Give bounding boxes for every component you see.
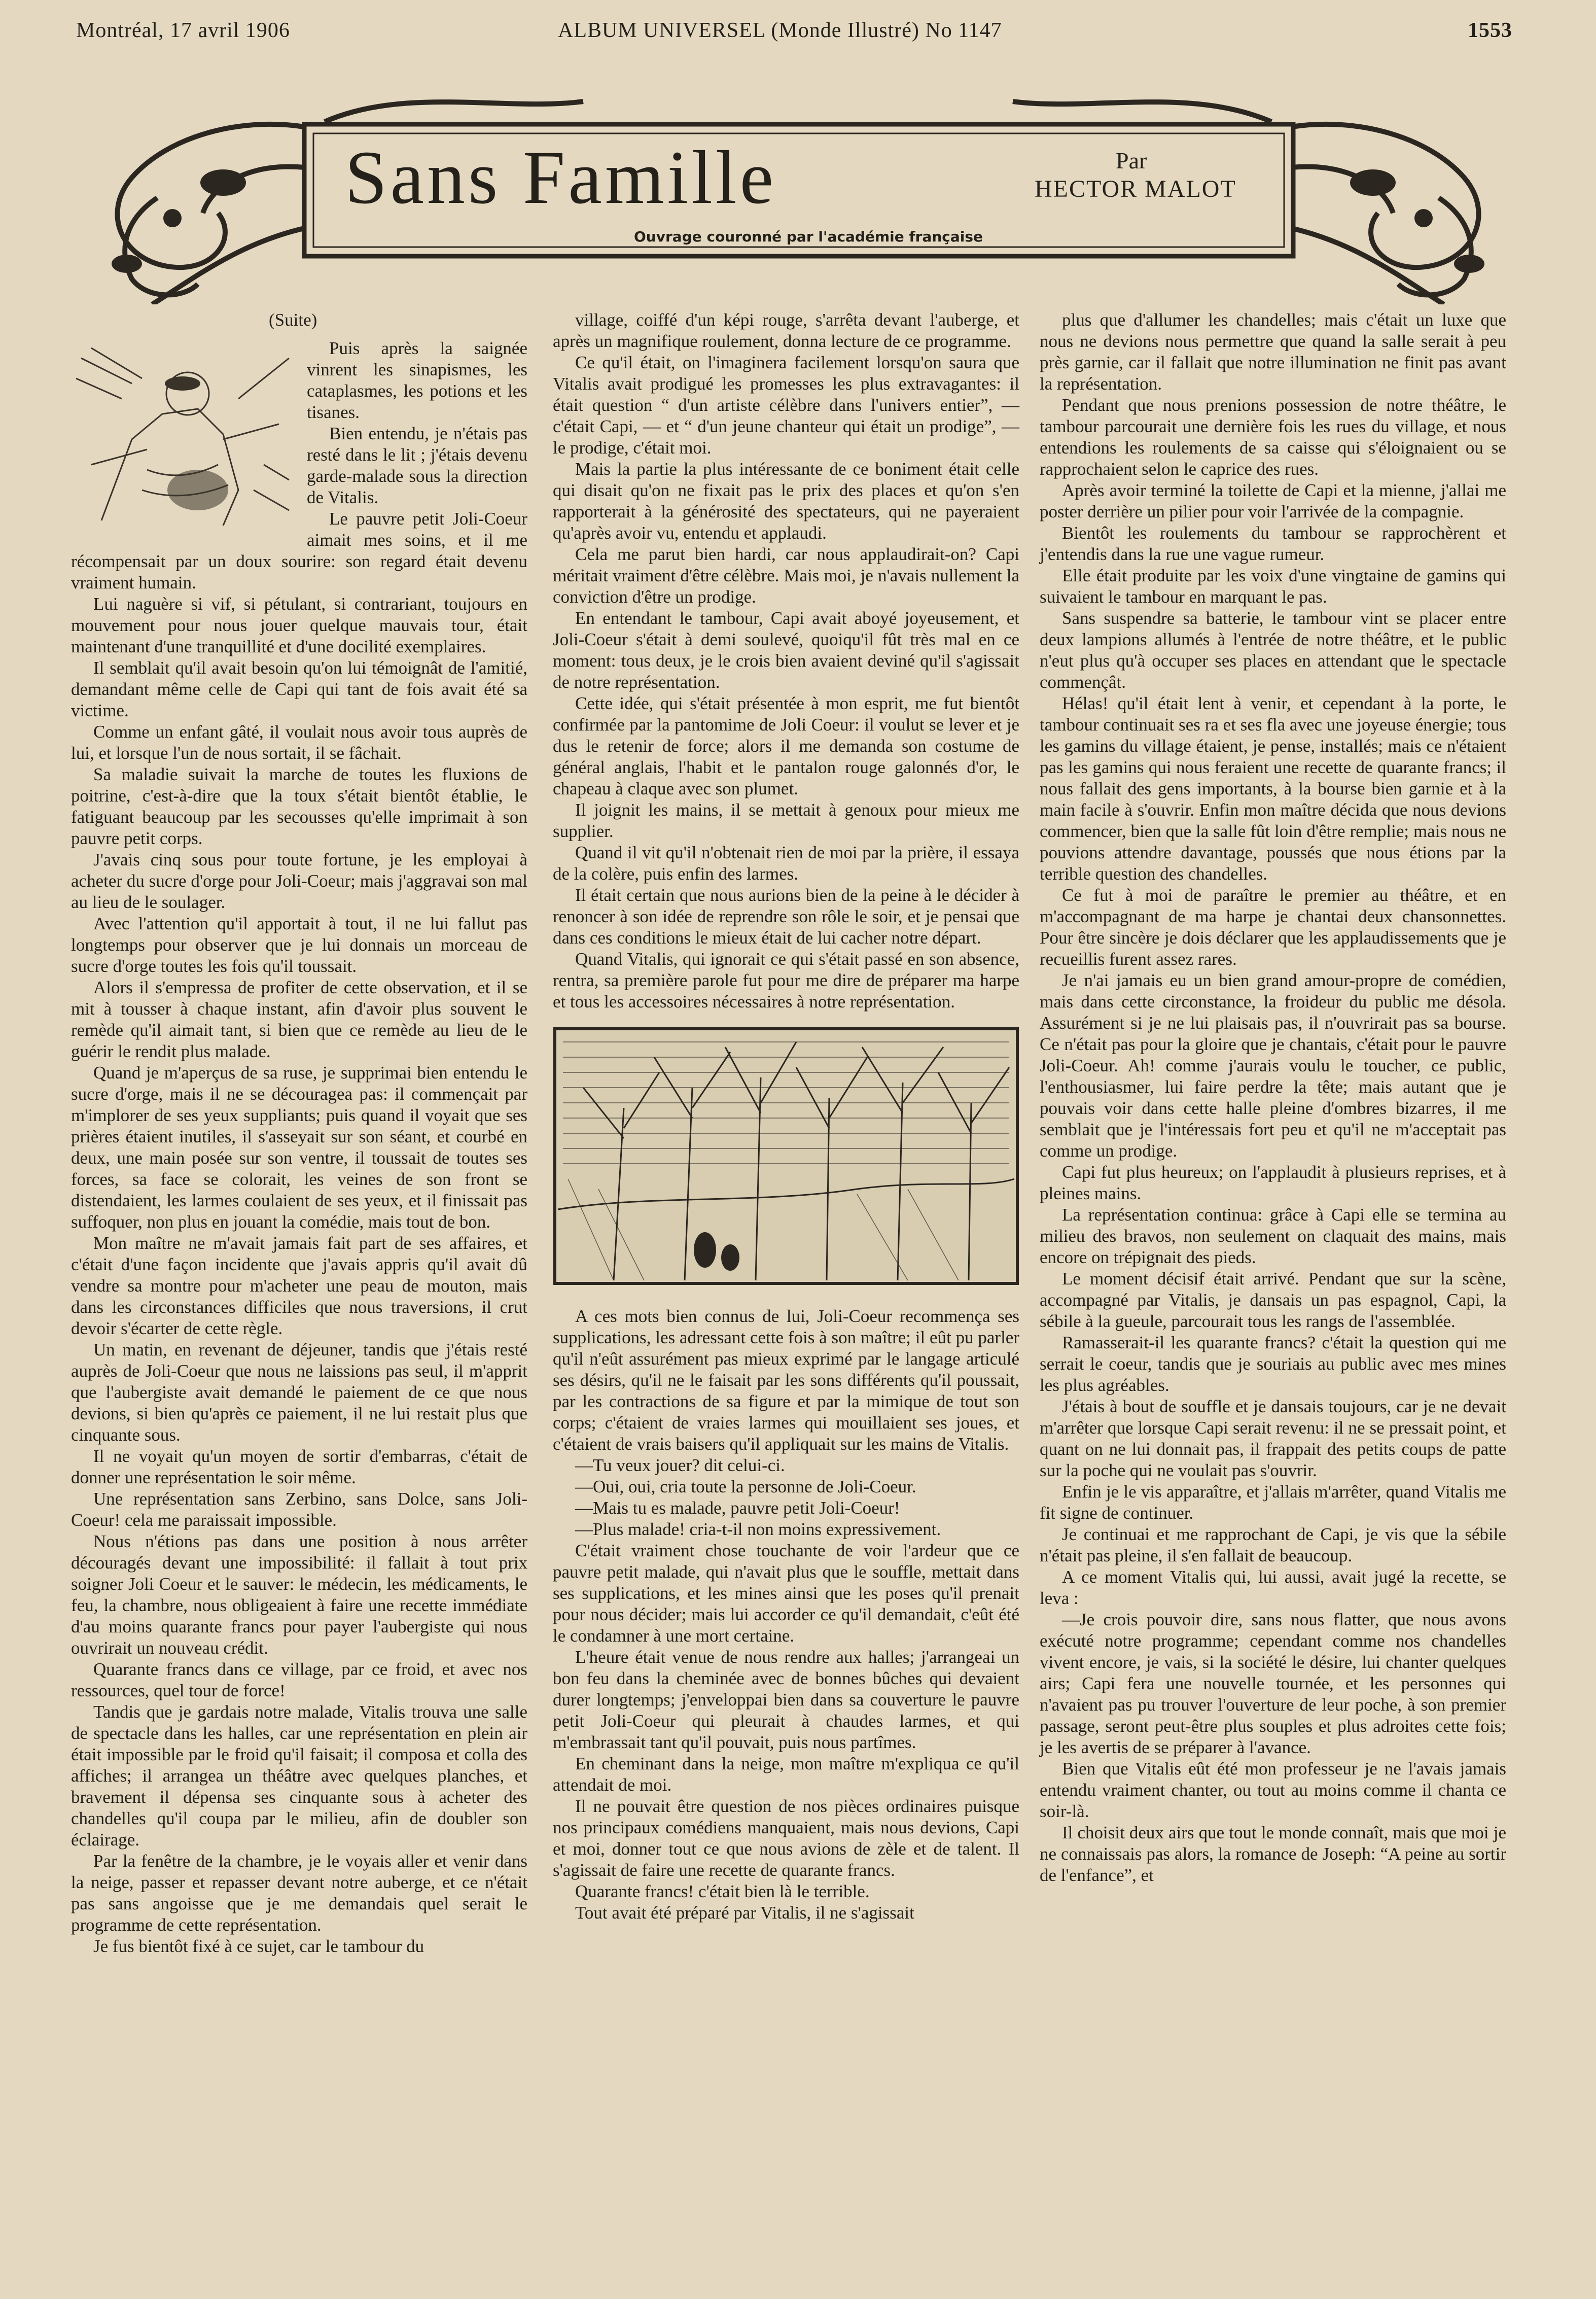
paragraph: Je n'ai jamais eu un bien grand amour-propre de comédien, mais dans cette circonstance, la froideur du public me désola. Assurément si je ne lui plaisais pas, il n'ouvrirait pas sa bourse. Ce n'était pas pour la gloire que je chantais, c'était pour le pauvre Joli-Coeur. Ah! comme j'aurais voulu le toucher, ce public, l'enthousiasmer, lui faire perdre la tête; mais autant que je pouvais voir dans cette halle pleine d'ombres bizarres, il me semblait que je l'intéressais fort peu et qu'il ne m'acceptait pas comme un prodige. [1040, 970, 1506, 1161]
paragraph: En entendant le tambour, Capi avait aboyé joyeusement, et Joli-Coeur s'était à demi soulevé, quoiqu'il fût très mal en ce moment: tous deux, je le crois bien avaient deviné qu'il s'agissait de notre représentation. [553, 608, 1019, 692]
author-name: HECTOR MALOT [1035, 176, 1236, 202]
paragraph: Il ne pouvait être question de nos pièces ordinaires puisque nos principaux comédiens manquaient, mais nous devions, Capi et moi, donner tout ce que nous avions de zèle et de talent. Il s'agissait de faire une recette de quarante francs. [553, 1796, 1019, 1880]
paragraph: A ce moment Vitalis qui, lui aussi, avait jugé la recette, se leva : [1040, 1567, 1506, 1608]
sketch-illustration [71, 338, 294, 531]
paragraph: Sa maladie suivait la marche de toutes les fluxions de poitrine, c'est-à-dire que la toux s'était bientôt établie, le fatiguant beaucoup par les secousses qu'elle imprimait à son pauvre petit corps. [71, 764, 527, 848]
paragraph: Pendant que nous prenions possession de notre théâtre, le tambour parcourait une dernière fois les rues du village, et nous entendions les roulements de sa caisse qui s'éloignaient ou se rapprochaient selon le caprice des rues. [1040, 395, 1506, 479]
paragraph: Il ne voyait qu'un moyen de sortir d'embarras, c'était de donner une représentation le soir même. [71, 1446, 527, 1487]
paragraph: village, coiffé d'un képi rouge, s'arrêta devant l'auberge, et après un magnifique roulement, donna lecture de ce programme. [553, 310, 1019, 351]
paragraph: Sans suspendre sa batterie, le tambour vint se placer entre deux lampions allumés à l'entrée de notre théâtre, et le public n'eut plus qu'à occuper ses places en attendant que le spectacle commençât. [1040, 608, 1506, 692]
paragraph: —Mais tu es malade, pauvre petit Joli-Coeur! [575, 1498, 900, 1518]
paragraph: —Je crois pouvoir dire, sans nous flatter, que nous avons exécuté notre programme; cependant comme nos chandelles vivent encore, je vais, si la société le désire, lui chanter quelques airs; Capi fera une nouvelle tournée, et les personnes qui n'avaient pas pu trouver l'ouverture de leur poche, à son premier passage, seront peut-être plus souples et plus adroites cette fois; je les avertis de se préparer à l'avance. [1040, 1610, 1506, 1757]
paragraph: Le pauvre petit Joli-Coeur aimait mes soins, et il me récompensait par un doux sourire: son regard était devenu vraiment humain. [71, 509, 527, 593]
paragraph: plus que d'allumer les chandelles; mais c'était un luxe que nous ne devions nous permettre que quand la salle serait à peu près garnie, car il fallait que notre illumination ne finit pas avant la représentation. [1040, 310, 1506, 394]
paragraph: Quand Vitalis, qui ignorait ce qui s'était passé en son absence, rentra, sa première parole fut pour me dire de préparer ma harpe et tous les accessoires nécessaires à notre représentation. [553, 949, 1019, 1012]
column-1-text [71, 338, 527, 1957]
byline-par: Par [1116, 148, 1147, 173]
column-2 [553, 309, 1019, 1924]
continued-label: (Suite) [269, 310, 317, 330]
column-3-text [1040, 309, 1506, 1886]
paragraph: —Tu veux jouer? dit celui-ci. [575, 1455, 785, 1475]
paragraph: Ce fut à moi de paraître le premier au théâtre, et en m'accompagnant de ma harpe je chantai deux chansonnettes. Pour être sincère je dois déclarer que les applaudissements que je recueillis furent assez rares. [1040, 885, 1506, 969]
paragraph: Le moment décisif était arrivé. Pendant que sur la scène, accompagné par Vitalis, je dansais un pas espagnol, Capi, la sébile à la gueule, parcourait tous les rangs de l'assemblée. [1040, 1269, 1506, 1331]
paragraph: Enfin je le vis apparaître, et j'allais m'arrêter, quand Vitalis me fit signe de continuer. [1040, 1482, 1506, 1523]
paragraph: Je continuai et me rapprochant de Capi, je vis que la sébile n'était pas pleine, il s'en fallait de beaucoup. [1040, 1524, 1506, 1565]
paragraph: Il était certain que nous aurions bien de la peine à le décider à renoncer à son idée de reprendre son rôle le soir, et je pensai que dans ces conditions le mieux était de lui cacher notre départ. [553, 885, 1019, 948]
page-number: 1553 [1468, 19, 1512, 42]
paragraph: Bien que Vitalis eût été mon professeur je ne l'avais jamais entendu vraiment chanter, ou tout au moins comme il chanta ce soir-là. [1040, 1759, 1506, 1821]
paragraph: Mon maître ne m'avait jamais fait part de ses affaires, et c'était d'une façon incidente que j'avais appris qu'il avait dû vendre sa montre pour m'acheter une peau de mouton, mais dans les circonstances difficiles que nous traversions, il crut devoir s'écarter de cette règle. [71, 1233, 527, 1338]
forest-engraving-illustration [553, 1027, 1019, 1285]
paragraph: Hélas! qu'il était lent à venir, et cependant à la porte, le tambour continuait ses ra et ses fla avec une joyeuse énergie; tous les gamins du village étaient, je pense, installés; mais ce n'étaient pas les gamins qui nous feraient une recette de quarante francs; il nous fallait des gens importants, à la bourse bien garnie et à la main facile à s'ouvrir. Enfin mon maître décida que nous devions commencer, bien que la salle fût loin d'être remplie; mais nous ne pouvions attendre davantage, poussés que nous étions par la terrible question des chandelles. [1040, 693, 1506, 884]
paragraph: Bientôt les roulements du tambour se rapprochèrent et j'entendis dans la rue une vague rumeur. [1040, 523, 1506, 564]
paragraph: Cette idée, qui s'était présentée à mon esprit, me fut bientôt confirmée par la pantomime de Joli Coeur: il voulut se lever et je dus le retenir de force; alors il me demanda son costume de général anglais, l'habit et le pantalon rouge galonnés d'or, le chapeau à claque avec son plumet. [553, 693, 1019, 798]
column-2-text-bottom [553, 1306, 1019, 1924]
paragraph: En cheminant dans la neige, mon maître m'expliqua ce qu'il attendait de moi. [553, 1754, 1019, 1795]
paragraph: Il choisit deux airs que tout le monde connaît, mais que moi je ne connaissais pas alors, la romance de Joseph: “A peine au sortir de l'enfance”, et [1040, 1823, 1506, 1885]
paragraph: Ce qu'il était, on l'imaginera facilement lorsqu'on saura que Vitalis avait prodigué les promesses les plus extravagantes: il était question “ d'un artiste célèbre dans l'univers entier”, — c'était Capi, — et “ d'un jeune chanteur qui était un prodige”, — le prodige, c'était moi. [553, 353, 1019, 458]
paragraph: Quarante francs! c'était bien là le terrible. [575, 1882, 870, 1901]
paragraph: Quand il vit qu'il n'obtenait rien de moi par la prière, il essaya de la colère, puis enfin des larmes. [553, 843, 1019, 884]
paragraph: Bien entendu, je n'étais pas resté dans le lit ; j'étais devenu garde-malade sous la direction de Vitalis. [307, 424, 527, 507]
paragraph: Nous n'étions pas dans une position à nous arrêter découragés devant une impossibilité: il fallait à tout prix soigner Joli Coeur et le sauver: le médecin, les médicaments, le feu, la chambre, nous obligeaient à faire une recette immédiate d'au moins quarante francs pour payer l'aubergiste qui nous ouvrirait un nouveau crédit. [71, 1531, 527, 1658]
paragraph: Ramasserait-il les quarante francs? c'était la question qui me serrait le coeur, tandis que je souriais au public avec mes mines les plus agréables. [1040, 1333, 1506, 1395]
issue-date: Montréal, 17 avril 1906 [76, 19, 290, 42]
paragraph: A ces mots bien connus de lui, Joli-Coeur recommença ses supplications, les adressant cette fois à son maître; il eût pu parler qu'il n'eût assurément pas mieux exprimé par le langage articulé ses désirs, qu'il ne le faisait par les sons différents qu'il poussait, par les contractions de sa figure et par la mimique de tout son corps; c'étaient de vraies larmes qui mouillaient ses joues, et c'étaient de vrais baisers qu'il appliquait sur les mains de Vitalis. [553, 1306, 1019, 1454]
paragraph: Après avoir terminé la toilette de Capi et la mienne, j'allai me poster derrière un pilier pour voir l'arrivée de la compagnie. [1040, 480, 1506, 521]
column-3 [1040, 309, 1506, 1886]
award-subtitle: Ouvrage couronné par l'académie française [634, 228, 983, 245]
paragraph: Cela me parut bien hardi, car nous applaudirait-on? Capi méritait vraiment d'être célèbre. Mais moi, je n'avais nullement la conviction d'être un prodige. [553, 544, 1019, 607]
paragraph: J'avais cinq sous pour toute fortune, je les employai à acheter du sucre d'orge pour Joli-Coeur; mais j'aggravai son mal au lieu de le soulager. [71, 850, 527, 912]
paragraph: Quarante francs dans ce village, par ce froid, et avec nos ressources, quel tour de force! [71, 1659, 527, 1700]
column-1 [71, 309, 527, 1957]
paragraph: Une représentation sans Zerbino, sans Dolce, sans Joli-Coeur! cela me paraissait impossible. [71, 1489, 527, 1530]
paragraph: L'heure était venue de nous rendre aux halles; j'arrangeai un bon feu dans la cheminée avec de bonnes bûches qui devaient durer longtemps; j'enveloppai bien dans sa couverture le pauvre petit Joli-Coeur qui pleurait à chaudes larmes, et qui m'embrassait tant qu'il pouvait, puis nous partîmes. [553, 1647, 1019, 1752]
paragraph: Tandis que je gardais notre malade, Vitalis trouva une salle de spectacle dans les halles, car une représentation en plein air était impossible par le froid qu'il faisait; il composa et colla des affiches; il arrangea un théâtre avec quelques planches, et bravement il dépensa ses cinquante sous à acheter des chandelles qu'il coupa par le milieu, afin de doubler son éclairage. [71, 1702, 527, 1850]
paragraph: —Plus malade! cria-t-il non moins expressivement. [575, 1519, 941, 1539]
paragraph: Alors il s'empressa de profiter de cette observation, et il se mit à tousser à chaque instant, afin d'avoir plus souvent le remède qu'il aimait tant, si bien que ce remède au lieu de le guérir le rendit plus malade. [71, 978, 527, 1061]
paragraph: Puis après la saignée vinrent les sinapismes, les cataplasmes, les potions et les tisanes. [307, 338, 527, 422]
paragraph: Il joignit les mains, il se mettait à genoux pour mieux me supplier. [553, 800, 1019, 841]
paragraph: Elle était produite par les voix d'une vingtaine de gamins qui suivaient le tambour en marquant le pas. [1040, 566, 1506, 607]
paragraph: J'étais à bout de souffle et je dansais toujours, car je ne devait m'arrêter que lorsque Capi serait revenu: il ne se pressait point, et quant on ne lui donnait pas, il frappait des petits coups de patte sur la poche qui ne voulait pas s'ouvrir. [1040, 1397, 1506, 1480]
paragraph: C'était vraiment chose touchante de voir l'ardeur que ce pauvre petit malade, qui n'avait plus que le souffle, mettait dans ses supplications, et les mines ainsi que les poses qu'il prenait pour nous décider; mais lui accorder ce qu'il demandait, c'eût été le condamner à une mort certaine. [553, 1541, 1019, 1646]
paragraph: Avec l'attention qu'il apportait à tout, il ne lui fallut pas longtemps pour observer que je lui donnais un morceau de sucre d'orge toutes les fois qu'il toussait. [71, 914, 527, 976]
paragraph: Comme un enfant gâté, il voulait nous avoir tous auprès de lui, et lorsque l'un de nous sortait, il se fâchait. [71, 722, 527, 763]
paragraph: Capi fut plus heureux; on l'applaudit à plusieurs reprises, et à pleines mains. [1040, 1162, 1506, 1203]
paragraph: La représentation continua: grâce à Capi elle se termina au milieu des bravos, non seulement on claquait des mains, mais encore on trépignait des pieds. [1040, 1205, 1506, 1267]
running-header [0, 9, 1596, 65]
column-2-text-top [553, 309, 1019, 1013]
paragraph: —Oui, oui, cria toute la personne de Joli-Coeur. [575, 1477, 916, 1496]
paragraph: Il semblait qu'il avait besoin qu'on lui témoignât de l'amitié, demandant même celle de Capi qui tant de fois avait été sa victime. [71, 658, 527, 720]
paragraph: Lui naguère si vif, si pétulant, si contrariant, toujours en mouvement pour nous jouer quelque mauvais tour, était maintenant d'une tranquillité et d'une docilité exemplaires. [71, 594, 527, 656]
paragraph: Mais la partie la plus intéressante de ce boniment était celle qui disait qu'on ne fixait pas le prix des places et qu'on s'en rapporterait à la générosité des spectateurs, qui ne payeraient qu'après avoir vu, entendu et applaudi. [553, 459, 1019, 543]
paragraph: Par la fenêtre de la chambre, je le voyais aller et venir dans la neige, passer et repasser devant notre auberge, et ce n'était pas sans angoisse que je me demandais quel serait le programme de cette représentation. [71, 1851, 527, 1935]
serial-title: Sans Famille [345, 135, 777, 220]
title-banner [0, 66, 1596, 304]
paragraph: Un matin, en revenant de déjeuner, tandis que j'étais resté auprès de Joli-Coeur que nous ne laissions pas seul, il m'apprit que l'aubergiste avait demandé le paiement de ce que nous devions, si bien qu'après ce paiement, il ne lui restait plus que cinquante sous. [71, 1340, 527, 1445]
publication-name: ALBUM UNIVERSEL (Monde Illustré) No 1147 [558, 19, 1002, 42]
paragraph: Tout avait été préparé par Vitalis, il ne s'agissait [575, 1903, 914, 1923]
paragraph: Quand je m'aperçus de sa ruse, je supprimai bien entendu le sucre d'orge, mais il ne se découragea pas: il commençait par m'implorer de ses yeux suppliants; puis quand il voyait que ses prières étaient inutiles, il s'asseyait sur son séant, et courbé en deux, une main posée sur son ventre, il toussait de toutes ses forces, sa face se colorait, les veines de son front se distendaient, les larmes coulaient de ses yeux, et il finissait pas suffoquer, non plus en jouant la comédie, mais tout de bon. [71, 1063, 527, 1232]
paragraph: Je fus bientôt fixé à ce sujet, car le tambour du [93, 1936, 424, 1956]
